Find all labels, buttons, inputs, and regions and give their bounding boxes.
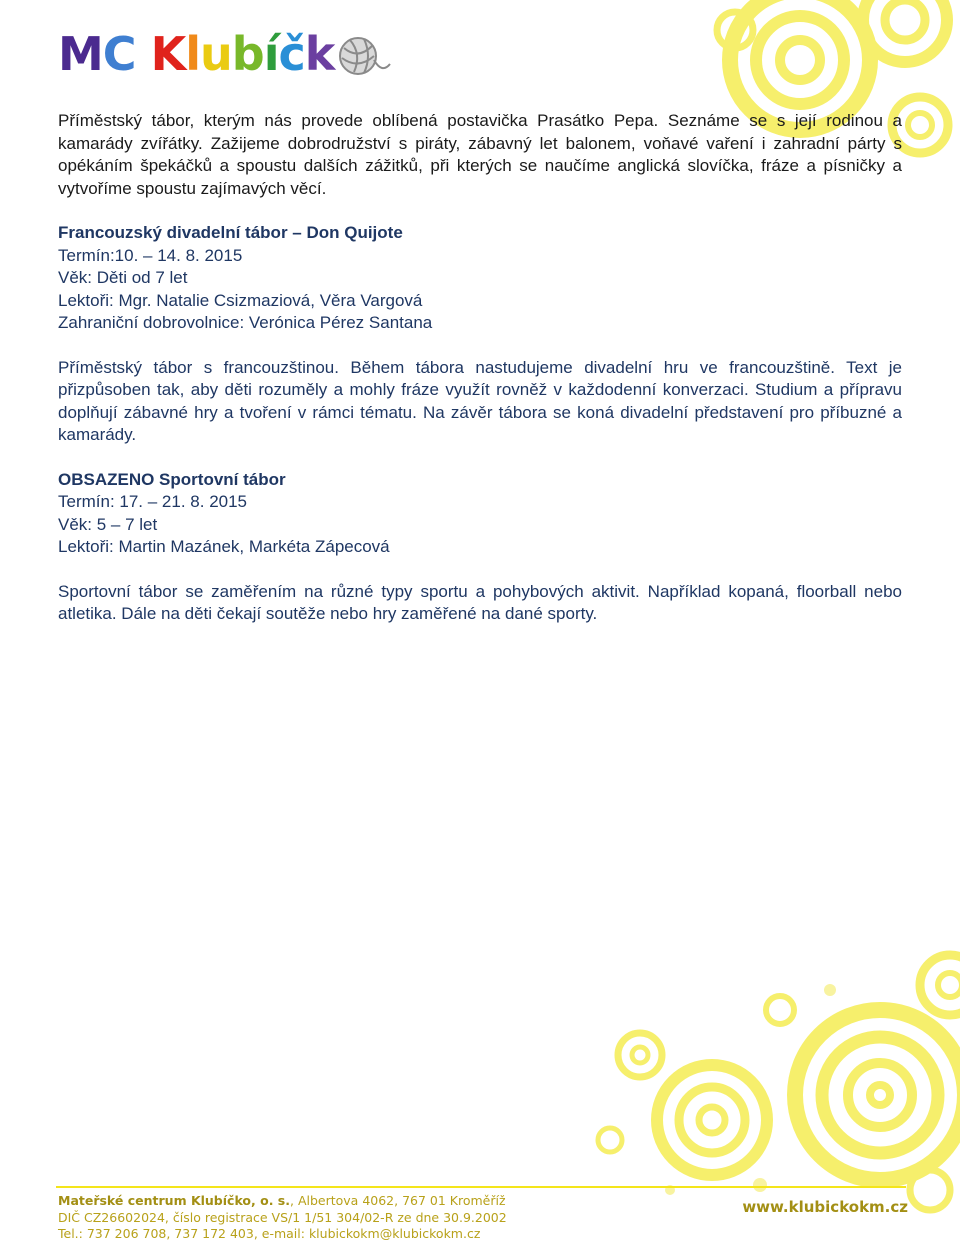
camp2-lectors: Lektoři: Martin Mazánek, Markéta Zápecová [58,537,390,556]
footer-org: Mateřské centrum Klubíčko, o. s. [58,1193,290,1208]
footer-contact [58,1193,507,1243]
logo-letter: M [58,27,103,81]
footer-line-2: DIČ CZ26602024, číslo registrace VS/1 1/51 304/02-R ze dne 30.9.2002 [58,1209,507,1225]
yarn-ball-icon [336,34,392,78]
camp1-date: Termín:10. – 14. 8. 2015 [58,245,243,265]
intro-paragraph: Příměstský tábor, kterým nás provede oblíbená postavička Prasátko Pepa. Seznáme se s její rodinou a kamarády zvířátky. Zažijeme dobrodružství s piráty, zábavný let balonem, voňavé vaření i zahradní párty s opékáním špekáčků a spoustu dalších zážitků, při kterých se naučíme anglická slovíčka, fráze a písničky a vytvoříme spoustu zajímavých věcí. [58,111,902,198]
camp2-title: OBSAZENO Sportovní tábor [58,469,286,489]
camp2-description: Sportovní tábor se zaměřením na různé typy sportu a pohybových aktivit. Například kopaná, floorball nebo atletika. Dále na děti čekají soutěže nebo hry zaměřené na dané sporty. [58,581,902,623]
camp2-date: Termín: 17. – 21. 8. 2015 [58,492,248,511]
logo-letter: í [263,27,279,81]
logo-letter: b [231,27,264,81]
footer-line-1 [58,1193,507,1210]
camp1-volunteer: Zahraniční dobrovolnice: Verónica Pérez Santana [58,313,433,332]
footer-website-link[interactable]: www.klubickokm.cz [742,1198,908,1216]
camp2-age: Věk: 5 – 7 let [58,514,158,534]
logo-letter: k [304,27,335,81]
document-body [58,110,902,626]
footer-address: , Albertova 4062, 767 01 Kroměříž [290,1193,506,1208]
logo [58,22,392,82]
footer-divider [56,1186,906,1188]
footer-line-3: Tel.: 737 206 708, 737 172 403, e-mail: klubickokm@klubickokm.cz [58,1226,481,1241]
logo-letter: C [102,27,136,81]
logo-letter: č [278,27,305,81]
logo-letter: l [185,27,200,81]
logo-letter: u [200,27,232,81]
camp1-age: Věk: Děti od 7 let [58,268,188,287]
logo-letter [136,26,151,82]
camp1-description: Příměstský tábor s francouzštinou. Během tábora nastudujeme divadelní hru ve francouzštině. Text je přizpůsoben tak, aby děti rozuměly a mohly fráze využít rovněž v každodenní konverzaci. Studium a přípravu doplňují zábavné hry a tvoření v rámci tématu. Na závěr tábora se koná divadelní představení pro příbuzné a kamarády. [58,357,902,444]
camp1-title: Francouzský divadelní tábor – Don Quijote [58,223,403,242]
logo-wordmark [58,26,334,82]
logo-letter: K [150,27,186,81]
camp1-lectors: Lektoři: Mgr. Natalie Csizmaziová, Věra Vargová [58,290,423,310]
